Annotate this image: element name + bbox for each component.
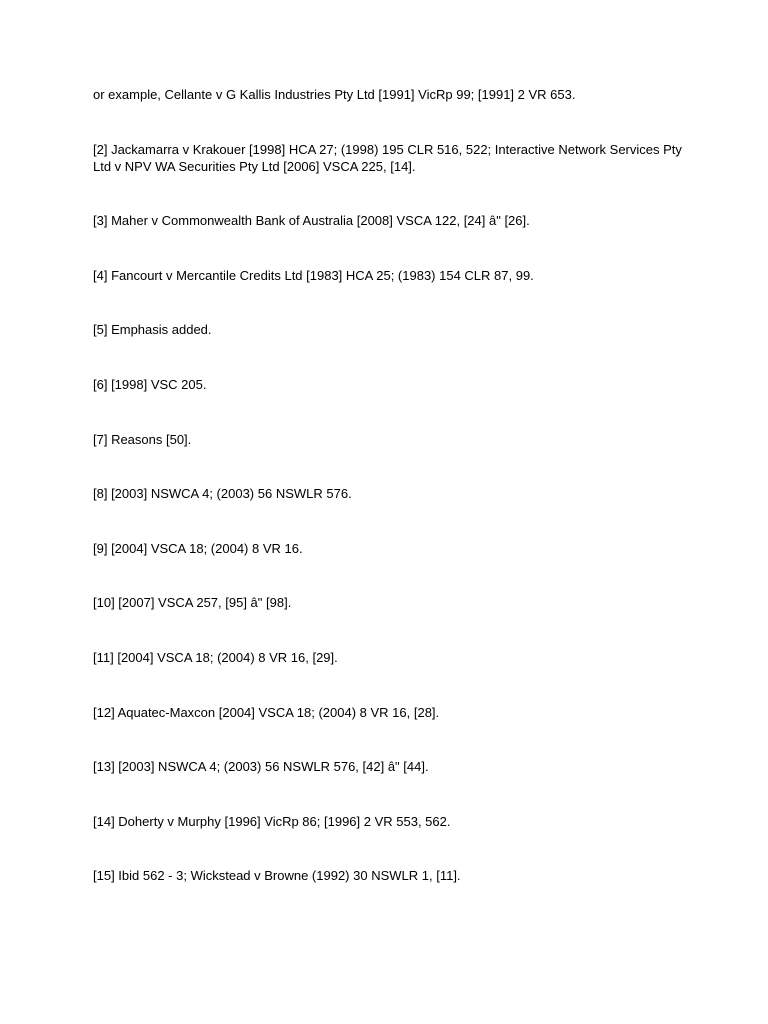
footnote-15: [15] Ibid 562 - 3; Wickstead v Browne (1992) 30 NSWLR 1, [11]. <box>93 868 461 884</box>
footnote-6: [6] [1998] VSC 205. <box>93 376 207 392</box>
footnote-11: [11] [2004] VSCA 18; (2004) 8 VR 16, [29]. <box>93 649 338 665</box>
footnote-10: [10] [2007] VSCA 257, [95] â" [98]. <box>93 595 292 611</box>
footnote-5: [5] Emphasis added. <box>93 322 212 338</box>
footnote-3: [3] Maher v Commonwealth Bank of Australia [2008] VSCA 122, [24] â" [26]. <box>93 213 530 229</box>
footnote-1: or example, Cellante v G Kallis Industries Pty Ltd [1991] VicRp 99; [1991] 2 VR 653. <box>93 87 576 102</box>
footnote-9: [9] [2004] VSCA 18; (2004) 8 VR 16. <box>93 540 303 556</box>
footnote-2: [2] Jackamarra v Krakouer [1998] HCA 27; (1998) 195 CLR 516, 522; Interactive Network Services Pty Ltd v NPV WA Securities Pty Ltd [2006] VSCA 225, [14]. <box>93 141 682 174</box>
footnote-4: [4] Fancourt v Mercantile Credits Ltd [1983] HCA 25; (1983) 154 CLR 87, 99. <box>93 267 534 283</box>
footnote-12: [12] Aquatec-Maxcon [2004] VSCA 18; (2004) 8 VR 16, [28]. <box>93 704 440 720</box>
footnote-14: [14] Doherty v Murphy [1996] VicRp 86; [1996] 2 VR 553, 562. <box>93 813 451 829</box>
footnote-8: [8] [2003] NSWCA 4; (2003) 56 NSWLR 576. <box>93 486 352 502</box>
footnote-7: [7] Reasons [50]. <box>93 431 192 447</box>
footnote-list <box>93 86 683 922</box>
footnote-13: [13] [2003] NSWCA 4; (2003) 56 NSWLR 576, [42] â" [44]. <box>93 759 429 775</box>
